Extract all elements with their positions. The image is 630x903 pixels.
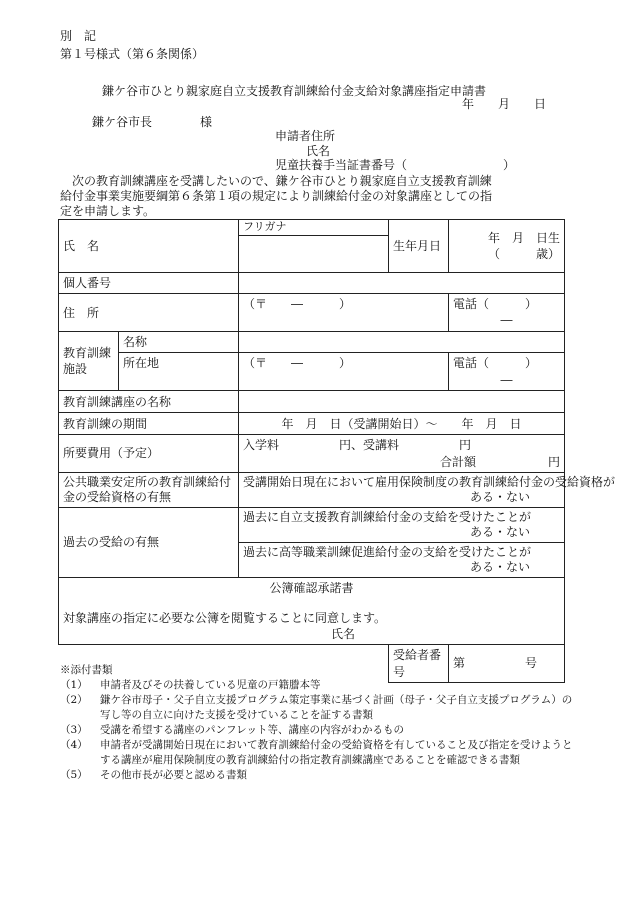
- cost-total: 合計額 円: [440, 454, 561, 469]
- annex-label: 別 記: [60, 29, 97, 43]
- furigana-label: フリガナ: [239, 220, 389, 236]
- past-receipt-1-yes-no[interactable]: ある・ない: [470, 524, 531, 539]
- intro-line-2: 給付金事業実施要綱第６条第１項の規定により訓練給付金の対象講座としての指: [60, 189, 493, 203]
- attachments-section: [60, 663, 580, 783]
- attachment-item: （4） 申請者が受講開始日現在において教育訓練給付金の受給資格を有していること及び指定を受けようとする講座が雇用保険制度の教育訓練給付の指定教育訓練講座であることを確認できる書類: [60, 739, 573, 766]
- eligibility-cell[interactable]: [239, 472, 616, 507]
- phone-input[interactable]: [449, 294, 565, 332]
- consent-section: [59, 577, 565, 645]
- applicant-address-label: 申請者住所: [275, 129, 336, 143]
- intro-line-1: 次の教育訓練講座を受講したいので、鎌ケ谷市ひとり親家庭自立支援教育訓練: [60, 174, 492, 188]
- facility-phone-dash: ―: [500, 372, 513, 387]
- application-table: [58, 219, 616, 683]
- personal-number-input[interactable]: [239, 273, 565, 294]
- attachment-item: （1） 申請者及びその扶養している児童の戸籍謄本等: [60, 679, 321, 691]
- past-receipt-2-text: 過去に高等職業訓練促進給付金の支給を受けたことが: [243, 544, 532, 559]
- recipient-number-label: 受給者番号: [389, 645, 449, 682]
- dob-value: 年 月 日生: [488, 230, 561, 245]
- consent-name-label: 氏名: [331, 627, 356, 642]
- applicant-name-label: 氏名: [306, 144, 331, 158]
- facility-postal-code: （〒 ― ）: [243, 356, 352, 371]
- personal-number-label: 個人番号: [59, 273, 239, 294]
- consent-text: 対象講座の指定に必要な公簿を閲覧することに同意します。: [63, 610, 387, 625]
- course-name-input[interactable]: [239, 391, 565, 413]
- address-label: 住 所: [59, 294, 239, 332]
- attachments-title: ※添付書類: [60, 664, 113, 676]
- form-number: 第１号様式（第６条関係）: [60, 47, 205, 61]
- facility-phone-input[interactable]: [449, 353, 565, 391]
- dob-label: 生年月日: [389, 220, 449, 273]
- intro-line-3: 定を申請します。: [60, 204, 156, 218]
- recipient-number-input[interactable]: 第 号: [449, 645, 565, 682]
- course-name-label: 教育訓練講座の名称: [59, 391, 239, 413]
- document-title: 鎌ケ谷市ひとり親家庭自立支援教育訓練給付金支給対象講座指定申請書: [102, 84, 487, 98]
- cost-entry: 入学料 円、受講料 円: [243, 438, 472, 453]
- certificate-number: 児童扶養手当証書番号（ ）: [275, 158, 516, 172]
- dob-cell[interactable]: [449, 220, 565, 273]
- eligibility-text: 受講開始日現在において雇用保険制度の教育訓練給付金の受給資格が: [243, 474, 616, 489]
- address-input[interactable]: [239, 294, 449, 332]
- attachment-item: （5） その他市長が必要と認める書類: [60, 769, 247, 781]
- phone-label: 電話（ ）: [453, 297, 538, 312]
- phone-dash: ―: [500, 313, 513, 328]
- facility-name-input[interactable]: [239, 332, 565, 353]
- past-receipt-label: 過去の受給の有無: [59, 507, 239, 577]
- addressee: 鎌ケ谷市長 様: [92, 115, 213, 129]
- eligibility-yes-no[interactable]: ある・ない: [470, 489, 531, 504]
- past-receipt-2-yes-no[interactable]: ある・ない: [470, 559, 531, 574]
- facility-phone-label: 電話（ ）: [453, 356, 538, 371]
- attachment-item: （3） 受講を希望する講座のパンフレット等、講座の内容がわかるもの: [60, 724, 404, 736]
- attachment-item: （2） 鎌ケ谷市母子・父子自立支援プログラム策定事業に基づく計画（母子・父子自立支援プログラム）の写し等の自立に向けた支援を受けていることを証する書類: [60, 694, 573, 721]
- cost-input[interactable]: [239, 435, 565, 472]
- facility-label: 教育訓練施設: [59, 332, 119, 391]
- name-input[interactable]: [239, 236, 389, 273]
- facility-location-label: 所在地: [119, 353, 239, 391]
- consent-title: 公簿確認承諾書: [269, 580, 354, 595]
- cost-label: 所要費用（予定）: [59, 435, 239, 472]
- postal-code: （〒 ― ）: [243, 297, 352, 312]
- name-label: 氏 名: [59, 220, 239, 273]
- eligibility-label: 公共職業安定所の教育訓練給付金の受給資格の有無: [59, 472, 239, 507]
- age-value: （ 歳）: [488, 247, 561, 261]
- past-receipt-1-text: 過去に自立支援教育訓練給付金の支給を受けたことが: [243, 509, 532, 524]
- facility-name-label: 名称: [119, 332, 239, 353]
- date-field: 年 月 日: [462, 97, 547, 111]
- period-label: 教育訓練の期間: [59, 413, 239, 435]
- period-input[interactable]: 年 月 日（受講開始日）～ 年 月 日: [239, 413, 565, 435]
- facility-location-input[interactable]: [239, 353, 449, 391]
- past-receipt-1[interactable]: [239, 507, 565, 542]
- past-receipt-2[interactable]: [239, 542, 565, 577]
